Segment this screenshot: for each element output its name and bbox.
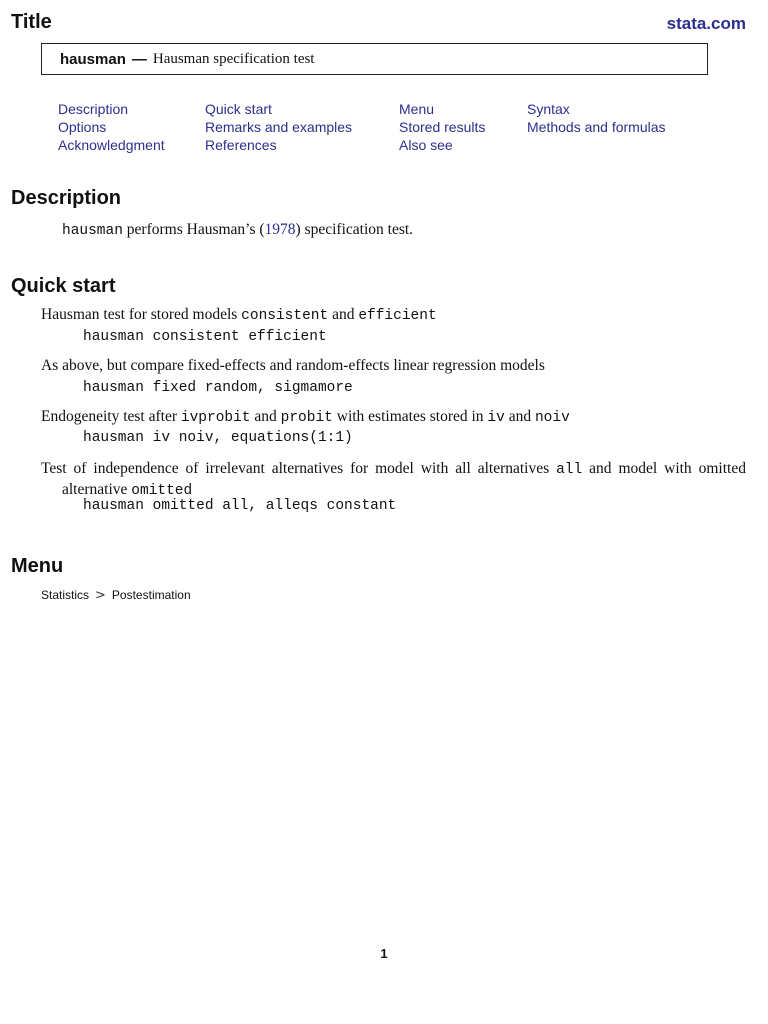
qs4-text-1: Test of independence of irrelevant alternatives for model with all alternatives bbox=[41, 460, 557, 477]
nav-link-acknowledgment[interactable]: Acknowledgment bbox=[58, 137, 165, 153]
nav-column-1 bbox=[58, 100, 165, 154]
entry-title-box bbox=[41, 43, 708, 75]
qs4-model-omitted: omitted bbox=[131, 483, 193, 499]
qs3-text-1: Endogeneity test after bbox=[41, 408, 181, 425]
header-title: Title bbox=[11, 11, 52, 33]
nav-link-stored-results[interactable]: Stored results bbox=[399, 119, 486, 135]
qs3-est-noiv: noiv bbox=[534, 410, 570, 426]
menu-path bbox=[41, 588, 191, 603]
page-number: 1 bbox=[380, 946, 388, 961]
citation-link-1978[interactable]: 1978 bbox=[264, 221, 296, 238]
qs1-text-2: and bbox=[328, 306, 359, 323]
nav-column-4 bbox=[527, 100, 666, 136]
qs3-text-3: with estimates stored in bbox=[332, 408, 488, 425]
qs4-text-2: and model with omitted alternative bbox=[62, 460, 746, 498]
chevron-right-icon: > bbox=[95, 588, 106, 603]
description-heading: Description bbox=[11, 187, 122, 209]
nav-link-also-see[interactable]: Also see bbox=[399, 137, 453, 153]
quick-start-item-4-text bbox=[41, 459, 746, 501]
quick-start-item-4-code: hausman omitted all, alleqs constant bbox=[83, 498, 397, 514]
nav-column-2 bbox=[205, 100, 352, 154]
menu-path-statistics: Statistics bbox=[41, 588, 90, 602]
entry-dash: — bbox=[131, 50, 147, 68]
entry-command: hausman bbox=[60, 50, 126, 68]
quick-start-item-3-code: hausman iv noiv, equations(1:1) bbox=[83, 430, 353, 446]
stata-site-link[interactable]: stata.com bbox=[666, 14, 746, 33]
qs3-text-2: and bbox=[250, 408, 281, 425]
menu-path-postestimation: Postestimation bbox=[111, 588, 191, 602]
quick-start-item-1-text bbox=[41, 306, 437, 324]
nav-link-syntax[interactable]: Syntax bbox=[527, 101, 570, 117]
description-paragraph bbox=[62, 221, 413, 239]
nav-link-references[interactable]: References bbox=[205, 137, 277, 153]
qs3-cmd-ivprobit: ivprobit bbox=[180, 410, 251, 426]
qs4-model-all: all bbox=[556, 462, 583, 478]
qs3-text-4: and bbox=[504, 408, 535, 425]
section-nav bbox=[0, 100, 768, 160]
nav-link-options[interactable]: Options bbox=[58, 119, 107, 135]
quick-start-item-2-code: hausman fixed random, sigmamore bbox=[83, 380, 353, 396]
description-command: hausman bbox=[62, 223, 123, 239]
quick-start-heading: Quick start bbox=[11, 275, 116, 297]
qs3-est-iv: iv bbox=[487, 410, 505, 426]
qs3-cmd-probit: probit bbox=[280, 410, 333, 426]
nav-link-menu[interactable]: Menu bbox=[399, 101, 435, 117]
entry-description: Hausman specification test bbox=[152, 50, 315, 67]
nav-link-remarks[interactable]: Remarks and examples bbox=[205, 119, 353, 135]
qs1-text-1: Hausman test for stored models bbox=[41, 306, 242, 323]
quick-start-item-1-code: hausman consistent efficient bbox=[83, 329, 327, 345]
description-text-a: performs Hausman’s ( bbox=[122, 221, 265, 238]
nav-column-3 bbox=[399, 100, 485, 154]
quick-start-item-2-text: As above, but compare fixed-effects and random-effects linear regression models bbox=[41, 357, 545, 374]
nav-link-methods[interactable]: Methods and formulas bbox=[527, 119, 666, 135]
menu-heading: Menu bbox=[11, 555, 64, 577]
qs1-model-efficient: efficient bbox=[358, 308, 437, 324]
nav-link-quick-start[interactable]: Quick start bbox=[205, 101, 272, 117]
quick-start-item-3-text bbox=[41, 408, 570, 426]
nav-link-description[interactable]: Description bbox=[58, 101, 129, 117]
description-text-b: ) specification test. bbox=[295, 221, 414, 238]
qs1-model-consistent: consistent bbox=[241, 308, 329, 324]
